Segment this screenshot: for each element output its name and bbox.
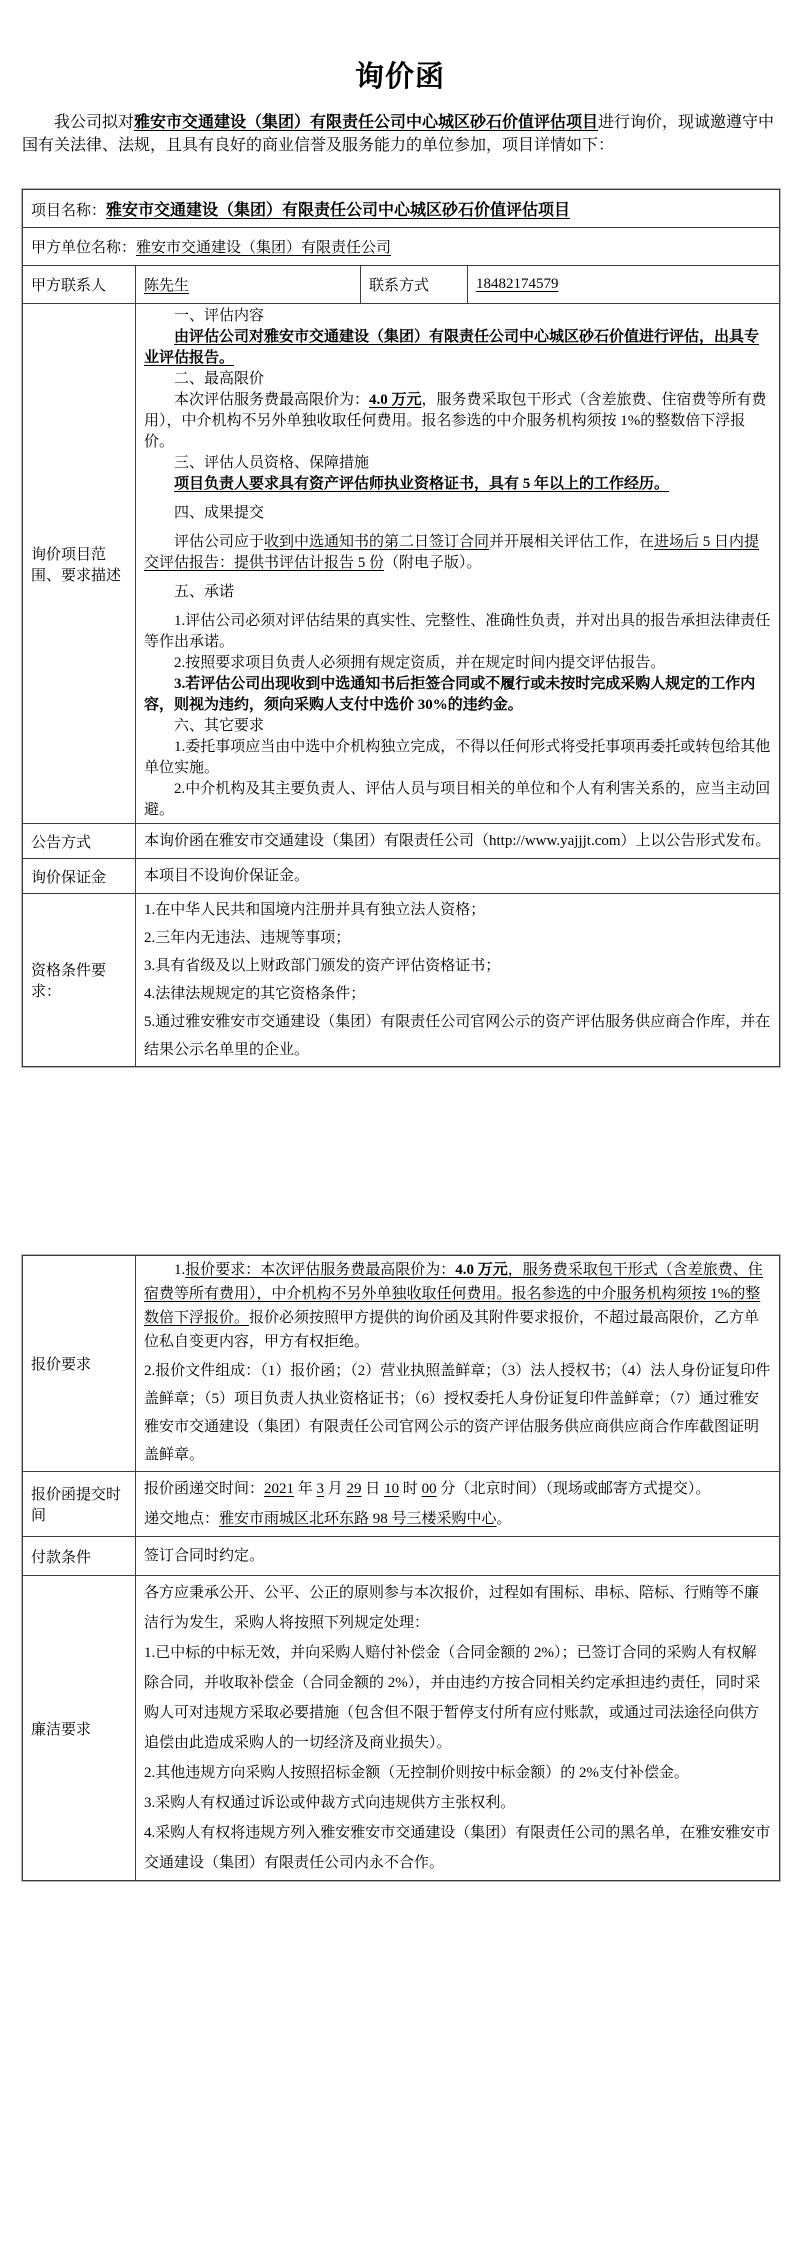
paragraph: 5.通过雅安雅安市交通建设（集团）有限责任公司官网公示的资产评估服务供应商合作库，并在结果公示名单里的企业。 (144, 1014, 771, 1058)
document-title: 询价函 (354, 61, 445, 93)
party-a-name-label: 甲方单位名称： (31, 240, 137, 256)
paragraph: 本项目不设询价保证金。 (144, 867, 310, 884)
paragraph: 六、其它要求 (174, 718, 265, 734)
table-row-party-a-name (23, 228, 780, 266)
table-row-integrity (23, 1576, 780, 1881)
paragraph: 三、评估人员资格、保障措施 (174, 455, 370, 471)
scope-label: 询价项目范围、要求描述 (23, 304, 136, 824)
quote-requirements-content-cell (136, 1256, 780, 1472)
submit-time-content-cell (136, 1472, 780, 1537)
paragraph: 1.评估公司必须对评估结果的真实性、完整性、准确性负责，并对出具的报告承担法律责任等作出承诺。 (144, 613, 771, 650)
table-row-quote-requirements (23, 1256, 780, 1472)
paragraph: 签订合同时约定。 (144, 1547, 265, 1564)
paragraph: 1.报价要求：本次评估服务费最高限价为：4.0 万元，服务费采取包干形式（含差旅费、住宿费等所有费用），中介机构不另外单独收取任何费用。报名参选的中介服务机构须按 1%的整数倍下浮报价。报价必须按照甲方提供的询价函及其附件要求报价，不超过最高限价，乙方单位私自变更内容，甲方有权拒绝。 (144, 1262, 763, 1350)
table-row-qualification (23, 894, 780, 1067)
table-row-announcement (23, 824, 780, 859)
paragraph: 2.三年内无违法、违规等事项； (144, 930, 351, 946)
paragraph: 4.采购人有权将违规方列入雅安雅安市交通建设（集团）有限责任公司的黑名单，在雅安雅安市交通建设（集团）有限责任公司内永不合作。 (144, 1825, 771, 1871)
paragraph: 1.在中华人民共和国境内注册并具有独立法人资格； (144, 902, 486, 918)
submit-time-label: 报价函提交时间 (23, 1472, 136, 1537)
paragraph: 由评估公司对雅安市交通建设（集团）有限责任公司中心城区砂石价值进行评估，出具专业评估报告。 (144, 329, 760, 366)
payment-terms-label: 付款条件 (23, 1537, 136, 1576)
quote-requirements-label: 报价要求 (23, 1256, 136, 1472)
paragraph: 一、评估内容 (174, 308, 265, 324)
paragraph: 2.报价文件组成：（1）报价函；（2）营业执照盖鲜章；（3）法人授权书；（4）法人身份证复印件盖鲜章；（5）项目负责人执业资格证书；（6）授权委托人身份证复印件盖鲜章；（7）通过雅安雅安市交通建设（集团）有限责任公司官网公示的资产评估服务供应商供应商合作库截图证明盖鲜章。 (144, 1363, 771, 1463)
payment-terms-content-cell (136, 1537, 780, 1576)
paragraph: 2.其他违规方向采购人按照招标金额（无控制价则按中标金额）的 2%支付补偿金。 (144, 1765, 689, 1781)
paragraph: 本次评估服务费最高限价为：4.0 万元，服务费采取包干形式（含差旅费、住宿费等所有费用），中介机构不另外单独收取任何费用。报名参选的中介服务机构须按 1%的整数倍下浮报价。 (144, 392, 767, 450)
contact-phone-label: 联系方式 (361, 266, 468, 304)
project-name-cell (23, 190, 780, 228)
table-row-scope (23, 304, 780, 824)
paragraph: 五、承诺 (174, 584, 235, 600)
table-row-contact (23, 266, 780, 304)
paragraph: 1.已中标的中标无效，并向采购人赔付补偿金（合同金额的 2%）；已签订合同的采购人有权解除合同，并收取补偿金（合同金额的 2%），并由违约方按合同相关约定承担违约责任，同时采购人可对违规方采取必要措施（包含但不限于暂停支付所有应付账款，或通过司法途径向供方追偿由此造成采购人的一切经济及商业损失）。 (144, 1645, 761, 1751)
quotation-table (22, 1255, 780, 1881)
party-a-name-value: 雅安市交通建设（集团）有限责任公司 (136, 240, 392, 256)
paragraph: 1.委托事项应当由中选中介机构独立完成，不得以任何形式将受托事项再委托或转包给其他单位实施。 (144, 739, 771, 776)
integrity-content-cell (136, 1576, 780, 1881)
contact-name-value: 陈先生 (136, 266, 361, 304)
contact-phone-value: 18482174579 (468, 266, 780, 304)
paragraph: 4.法律法规规定的其它资格条件； (144, 986, 366, 1002)
project-name-value: 雅安市交通建设（集团）有限责任公司中心城区砂石价值评估项目 (106, 202, 571, 219)
qualification-label: 资格条件要求： (23, 894, 136, 1067)
paragraph: 二、最高限价 (174, 371, 265, 387)
scope-content-cell (136, 304, 780, 824)
paragraph: 报价函递交时间：2021 年 3 月 29 日 10 时 00 分（北京时间）（现场或邮寄方式提交）。 (144, 1481, 711, 1497)
paragraph: 四、成果提交 (174, 505, 265, 521)
deposit-label: 询价保证金 (23, 859, 136, 894)
integrity-label: 廉洁要求 (23, 1576, 136, 1881)
paragraph: 项目负责人要求具有资产评估师执业资格证书，具有 5 年以上的工作经历。 (174, 476, 670, 492)
table-row-payment-terms (23, 1537, 780, 1576)
intro-paragraph: 我公司拟对雅安市交通建设（集团）有限责任公司中心城区砂石价值评估项目进行询价，现诚邀遵守中国有关法律、法规，且具有良好的商业信誉及服务能力的单位参加，项目详情如下： (22, 114, 775, 154)
paragraph: 3.采购人有权通过诉讼或仲裁方式向违规供方主张权利。 (144, 1795, 516, 1811)
table-row-submit-time (23, 1472, 780, 1537)
paragraph: 本询价函在雅安市交通建设（集团）有限责任公司（http://www.yajjjt.com）上以公告形式发布。 (144, 832, 771, 849)
project-name-label: 项目名称： (31, 203, 107, 219)
paragraph: 3.具有省级及以上财政部门颁发的资产评估资格证书； (144, 958, 501, 974)
table-row-deposit (23, 859, 780, 894)
inquiry-info-table (22, 189, 780, 1067)
contact-name-label: 甲方联系人 (23, 266, 136, 304)
table-row-project-name (23, 190, 780, 228)
paragraph: 2.按照要求项目负责人必须拥有规定资质，并在规定时间内提交评估报告。 (174, 655, 666, 671)
paragraph: 2.中介机构及其主要负责人、评估人员与项目相关的单位和个人有利害关系的，应当主动回避。 (144, 781, 771, 818)
announcement-content-cell (136, 824, 780, 859)
paragraph: 递交地点：雅安市雨城区北环东路 98 号三楼采购中心。 (144, 1511, 512, 1527)
paragraph: 各方应秉承公开、公平、公正的原则参与本次报价，过程如有围标、串标、陪标、行贿等不廉洁行为发生，采购人将按照下列规定处理： (144, 1585, 760, 1631)
paragraph: 评估公司应于收到中选通知书的第二日签订合同并开展相关评估工作，在进场后 5 日内提交评估报告：提供书评估计报告 5 份（附电子版）。 (144, 534, 760, 571)
party-a-name-cell (23, 228, 780, 266)
announcement-label: 公告方式 (23, 824, 136, 859)
qualification-content-cell (136, 894, 780, 1067)
paragraph: 3.若评估公司出现收到中选通知书后拒签合同或不履行或未按时完成采购人规定的工作内容，则视为违约，须向采购人支付中选价 30%的违约金。 (144, 676, 756, 713)
deposit-content-cell (136, 859, 780, 894)
